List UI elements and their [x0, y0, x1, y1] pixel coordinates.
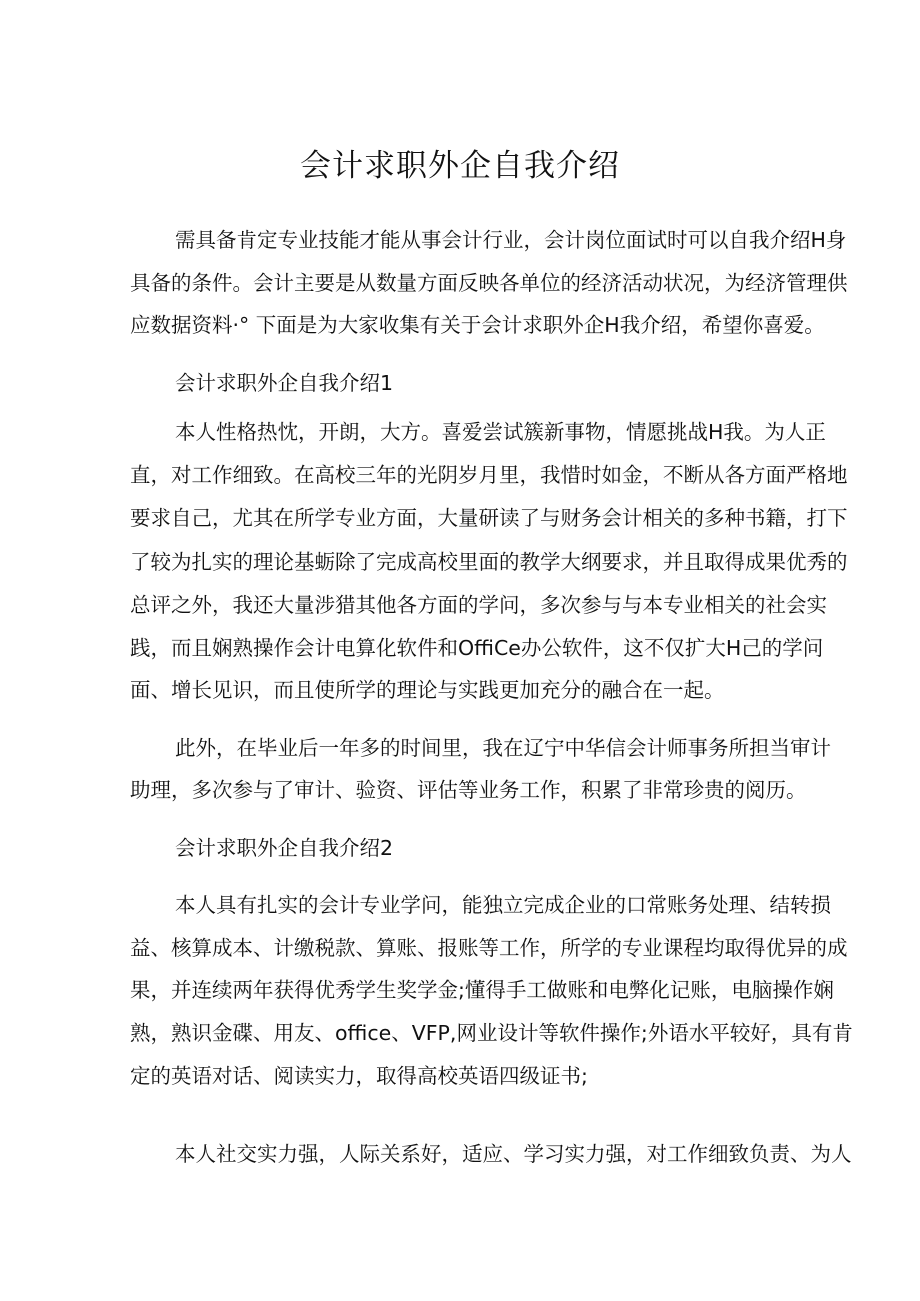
body-line: 践，而且娴熟操作会计电算化软件和OffiCe办公软件，这不仅扩大H己的学问 [130, 636, 824, 660]
body-line: 面、增长见识，而且使所学的理论与实践更加充分的融合在一起。 [130, 678, 725, 702]
intro-line: 应数据资料·° 下面是为大家收集有关于会计求职外企H我介绍，希望你喜爱。 [130, 313, 825, 337]
intro-line: 需具备肯定专业技能才能从事会计行业，会计岗位面试时可以自我介绍H身 [175, 228, 847, 252]
body-line: 总评之外，我还大量涉猎其他各方面的学问，多次参与与本专业相关的社会实 [130, 593, 827, 617]
body-line: 直，对工作细致。在高校三年的光阴岁月里，我惜时如金，不断从各方面严格地 [130, 463, 848, 487]
body-line: 本人社交实力强，人际关系好，适应、学习实力强，对工作细致负责、为人 [175, 1142, 852, 1166]
body-line: 熟，熟识金碟、用友、office、VFP,网业设计等软件操作;外语水平较好，具有肯 [130, 1021, 853, 1045]
body-line: 此外，在毕业后一年多的时间里，我在辽宁中华信会计师事务所担当审计 [175, 736, 831, 760]
body-line: 定的英语对话、阅读实力，取得高校英语四级证书; [130, 1064, 588, 1088]
body-line: 要求自己，尤其在所学专业方面，大量研读了与财务会计相关的多种书籍，打下 [130, 506, 848, 530]
body-line: 果，并连续两年获得优秀学生奖学金;懂得手工做账和电弊化记账，电脑操作娴 [130, 978, 834, 1002]
body-line: 本人性格热忱，开朗，大方。喜爱尝试簇新事物，情愿挑战H我。为人正 [175, 420, 826, 444]
section-heading-2: 会计求职外企自我介绍2 [175, 836, 394, 860]
body-line: 了较为扎实的理论基蛎除了完成高校里面的教学大纲要求，并且取得成果优秀的 [130, 550, 848, 574]
document-title: 会计求职外企自我介绍 [300, 148, 620, 184]
body-line: 益、核算成本、计缴税款、算账、报账等工作，所学的专业课程均取得优异的成 [130, 936, 848, 960]
body-line: 助理，多次参与了审计、验资、评估等业务工作，积累了非常珍贵的阅历。 [130, 778, 807, 802]
body-line: 本人具有扎实的会计专业学问，能独立完成企业的口常账务处理、结转损 [175, 893, 831, 917]
intro-line: 具备的条件。会计主要是从数量方面反映各单位的经济活动状况，为经济管理供 [130, 271, 848, 295]
section-heading-1: 会计求职外企自我介绍1 [175, 371, 394, 395]
